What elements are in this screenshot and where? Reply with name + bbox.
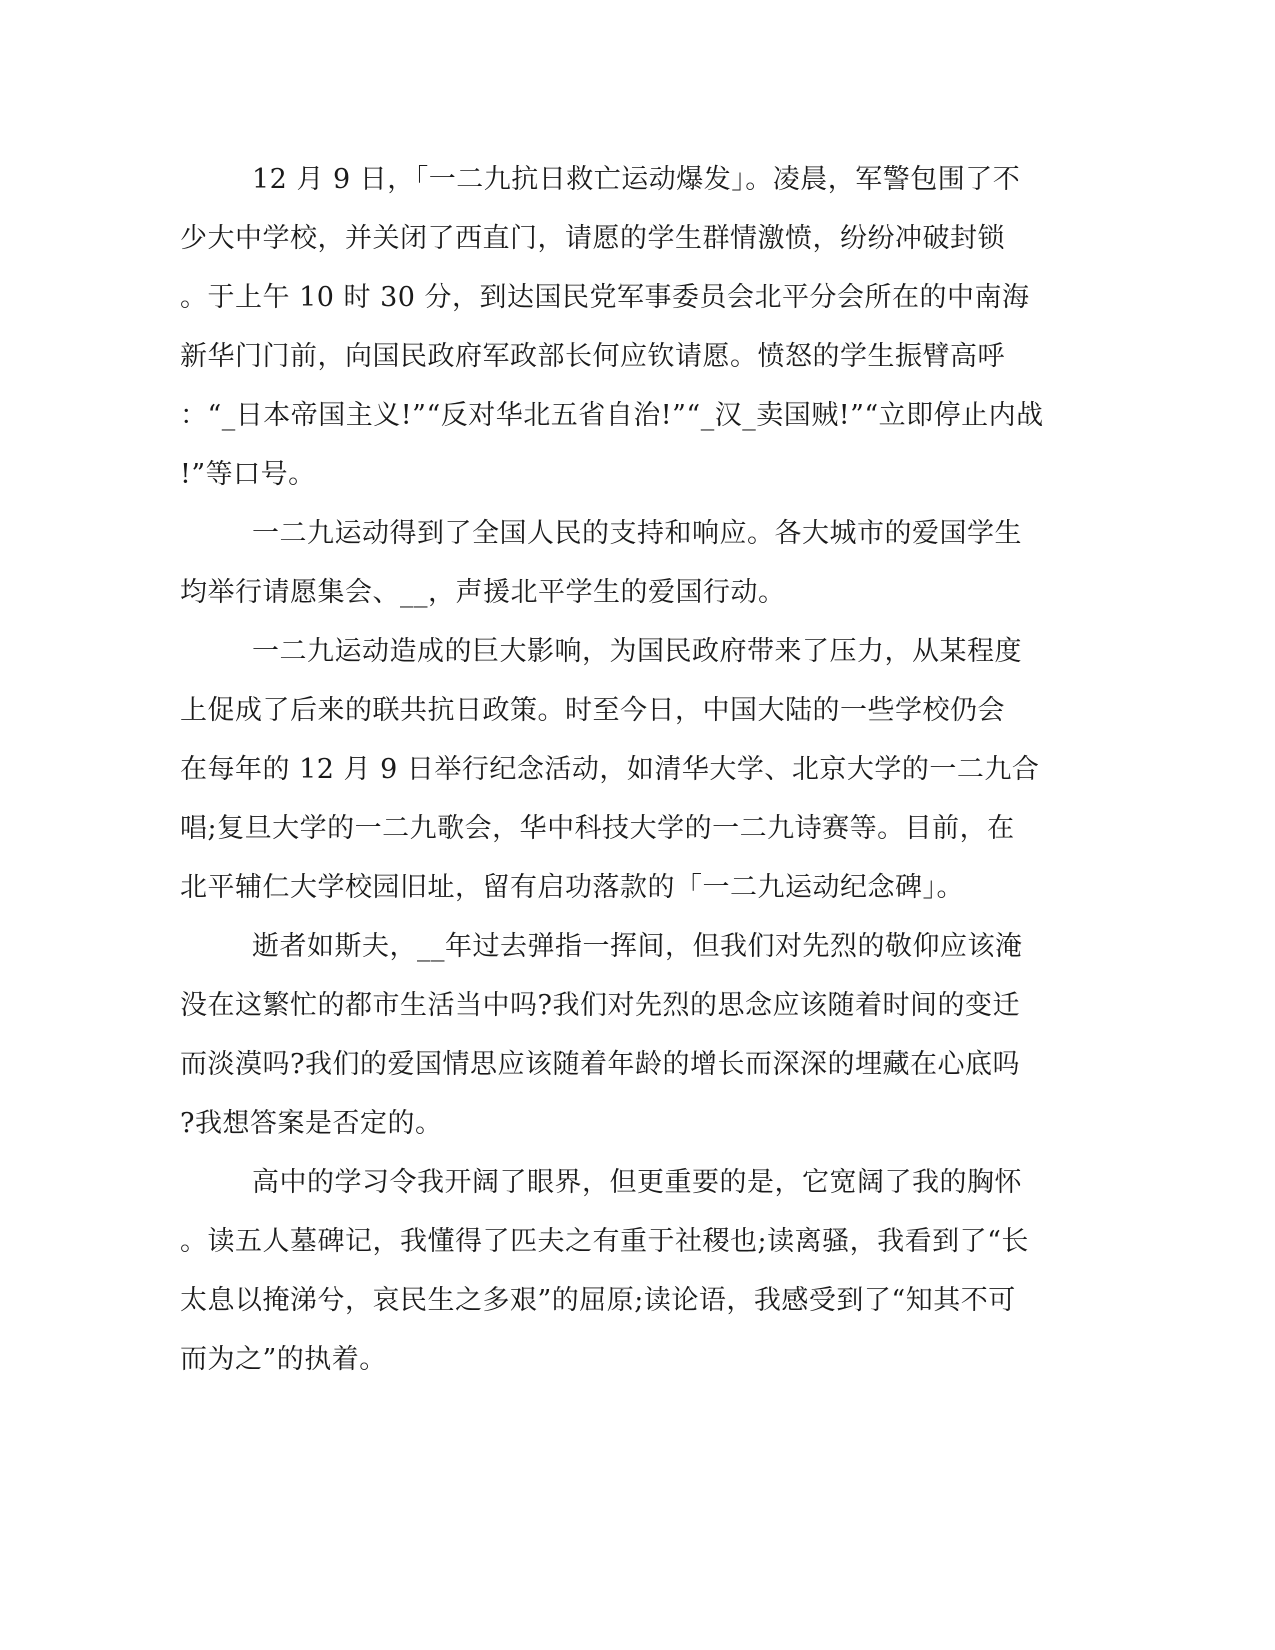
text-line: 没在这繁忙的都市生活当中吗?我们对先烈的思念应该随着时间的变迁 [180, 990, 1020, 1021]
text-line: 而淡漠吗?我们的爱国情思应该随着年龄的增长而深深的埋藏在心底吗 [180, 1049, 1020, 1080]
text-line: 。于上午 10 时 30 分，到达国民党军事委员会北平分会所在的中南海 [180, 282, 1030, 313]
paragraph-4 [180, 917, 1030, 1153]
text-line: 一二九运动造成的巨大影响，为国民政府带来了压力，从某程度 [252, 636, 1022, 667]
text-line: 少大中学校，并关闭了西直门，请愿的学生群情激愤，纷纷冲破封锁 [180, 223, 1005, 254]
paragraph-5 [180, 1153, 1030, 1389]
text-line: 逝者如斯夫，__年过去弹指一挥间，但我们对先烈的敬仰应该淹 [252, 931, 1023, 962]
paragraph-3 [180, 622, 1040, 917]
text-line: 唱;复旦大学的一二九歌会，华中科技大学的一二九诗赛等。目前，在 [180, 813, 1015, 844]
text-line: 北平辅仁大学校园旧址，留有启功落款的「一二九运动纪念碑」。 [180, 872, 964, 903]
text-line: 一二九运动得到了全国人民的支持和响应。各大城市的爱国学生 [252, 518, 1022, 549]
text-line: 而为之”的执着。 [180, 1344, 387, 1375]
text-line: !”等口号。 [180, 459, 316, 490]
text-line: 上促成了后来的联共抗日政策。时至今日，中国大陆的一些学校仍会 [180, 695, 1005, 726]
text-line: ：“_日本帝国主义!”“反对华北五省自治!”“_汉_卖国贼!”“立即停止内战 [180, 400, 1044, 431]
text-line: 太息以掩涕兮，哀民生之多艰”的屈原;读论语，我感受到了“知其不可 [180, 1285, 1016, 1316]
paragraph-1 [180, 150, 1044, 504]
document-body [180, 150, 1044, 1389]
text-line: ?我想答案是否定的。 [180, 1108, 443, 1139]
text-line: 在每年的 12 月 9 日举行纪念活动，如清华大学、北京大学的一二九合 [180, 754, 1040, 785]
text-line: 新华门门前，向国民政府军政部长何应钦请愿。愤怒的学生振臂高呼 [180, 341, 1005, 372]
paragraph-2 [180, 504, 1030, 622]
text-line: 高中的学习令我开阔了眼界，但更重要的是，它宽阔了我的胸怀 [252, 1167, 1022, 1198]
text-line: 12 月 9 日，「一二九抗日救亡运动爆发」。凌晨，军警包围了不 [252, 164, 1021, 195]
text-line: 均举行请愿集会、__，声援北平学生的爱国行动。 [180, 577, 786, 608]
text-line: 。读五人墓碑记，我懂得了匹夫之有重于社稷也;读离骚，我看到了“长 [180, 1226, 1029, 1257]
